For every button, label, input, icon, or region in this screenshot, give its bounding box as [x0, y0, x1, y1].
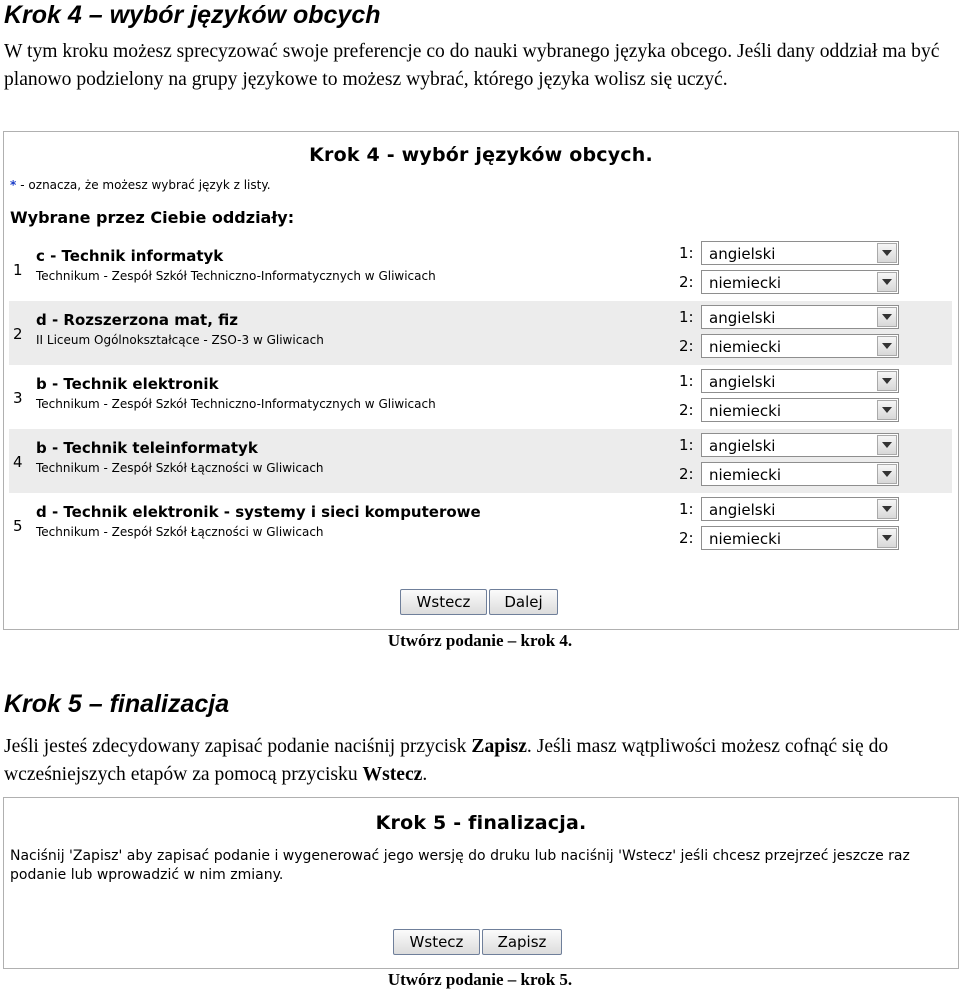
row-number: 1	[13, 261, 23, 279]
first-language-label: 1:	[679, 308, 694, 326]
step4-paragraph: W tym kroku możesz sprecyzować swoje preferencje co do nauki wybranego języka obcego. Jeśli dany oddział ma być planowo podzielony na grupy językowe to możesz wybrać, którego języka wolisz się uczyć.	[4, 41, 940, 90]
class-row	[9, 365, 952, 429]
select-value: angielski	[709, 309, 776, 327]
next-button[interactable]: Dalej	[489, 589, 558, 615]
chevron-down-icon[interactable]	[877, 243, 897, 263]
class-rows	[9, 237, 952, 557]
back-button[interactable]: Wstecz	[393, 929, 480, 955]
first-language-select[interactable]	[701, 305, 899, 329]
school-name: II Liceum Ogólnokształcące - ZSO-3 w Gliwicach	[36, 333, 324, 347]
chevron-down-icon[interactable]	[877, 336, 897, 356]
first-language-label: 1:	[679, 436, 694, 454]
select-value: angielski	[709, 373, 776, 391]
row-number: 4	[13, 453, 23, 471]
select-value: angielski	[709, 501, 776, 519]
second-language-label: 2:	[679, 529, 694, 547]
select-value: niemiecki	[709, 338, 782, 356]
step5-text-part: . Jeśli masz wątpliwości możesz cofnąć się do wcześniejszych etapów za pomocą przycisku	[4, 736, 889, 785]
back-button[interactable]: Wstecz	[400, 589, 487, 615]
first-language-select[interactable]	[701, 433, 899, 457]
class-name: d - Rozszerzona mat, fiz	[36, 311, 238, 329]
chevron-down-icon[interactable]	[877, 400, 897, 420]
second-language-label: 2:	[679, 465, 694, 483]
language-note	[10, 178, 271, 192]
note-text: - oznacza, że możesz wybrać język z listy.	[20, 178, 271, 192]
second-language-select[interactable]	[701, 462, 899, 486]
row-number: 5	[13, 517, 23, 535]
class-row	[9, 429, 952, 493]
step4-caption: Utwórz podanie – krok 4.	[387, 631, 573, 650]
first-language-label: 1:	[679, 372, 694, 390]
first-language-label: 1:	[679, 500, 694, 518]
select-value: niemiecki	[709, 530, 782, 548]
chevron-down-icon[interactable]	[877, 499, 897, 519]
step5-text-part: .	[422, 764, 428, 785]
selected-classes-label: Wybrane przez Ciebie oddziały:	[10, 208, 295, 227]
note-marker: *	[10, 178, 17, 192]
step5-shot-title: Krok 5 - finalizacja.	[375, 812, 587, 834]
finalize-message: Naciśnij 'Zapisz' aby zapisać podanie i wygenerować jego wersję do druku lub naciśnij 'Wstecz' jeśli chcesz przejrzeć jeszcze raz podanie lub wprowadzić w nim zmiany.	[10, 848, 910, 883]
class-row	[9, 237, 952, 301]
first-language-select[interactable]	[701, 369, 899, 393]
first-language-select[interactable]	[701, 241, 899, 265]
first-language-select[interactable]	[701, 497, 899, 521]
chevron-down-icon[interactable]	[877, 464, 897, 484]
step5-caption: Utwórz podanie – krok 5.	[387, 970, 573, 989]
chevron-down-icon[interactable]	[877, 272, 897, 292]
save-button[interactable]: Zapisz	[482, 929, 562, 955]
step4-shot-title: Krok 4 - wybór języków obcych.	[309, 144, 653, 166]
row-number: 2	[13, 325, 23, 343]
second-language-select[interactable]	[701, 270, 899, 294]
chevron-down-icon[interactable]	[877, 528, 897, 548]
step4-screenshot	[3, 131, 959, 630]
select-value: angielski	[709, 437, 776, 455]
school-name: Technikum - Zespół Szkół Łączności w Gliwicach	[36, 525, 324, 539]
first-language-label: 1:	[679, 244, 694, 262]
step4-heading: Krok 4 – wybór języków obcych	[4, 1, 381, 29]
class-name: c - Technik informatyk	[36, 247, 224, 265]
chevron-down-icon[interactable]	[877, 307, 897, 327]
class-name: d - Technik elektronik - systemy i sieci komputerowe	[36, 503, 481, 521]
school-name: Technikum - Zespół Szkół Techniczno-Informatycznych w Gliwicach	[36, 269, 436, 283]
step5-paragraph	[4, 733, 956, 789]
row-number: 3	[13, 389, 23, 407]
class-name: b - Technik elektronik	[36, 375, 219, 393]
select-value: angielski	[709, 245, 776, 263]
step5-screenshot	[3, 797, 959, 969]
step5-text-part: Jeśli jesteś zdecydowany zapisać podanie naciśnij przycisk	[4, 736, 472, 757]
second-language-label: 2:	[679, 337, 694, 355]
second-language-select[interactable]	[701, 398, 899, 422]
second-language-label: 2:	[679, 273, 694, 291]
second-language-label: 2:	[679, 401, 694, 419]
class-name: b - Technik teleinformatyk	[36, 439, 258, 457]
chevron-down-icon[interactable]	[877, 435, 897, 455]
second-language-select[interactable]	[701, 334, 899, 358]
select-value: niemiecki	[709, 274, 782, 292]
chevron-down-icon[interactable]	[877, 371, 897, 391]
second-language-select[interactable]	[701, 526, 899, 550]
select-value: niemiecki	[709, 466, 782, 484]
class-row	[9, 301, 952, 365]
step5-heading: Krok 5 – finalizacja	[4, 690, 230, 718]
class-row	[9, 493, 952, 557]
school-name: Technikum - Zespół Szkół Techniczno-Informatycznych w Gliwicach	[36, 397, 436, 411]
select-value: niemiecki	[709, 402, 782, 420]
school-name: Technikum - Zespół Szkół Łączności w Gliwicach	[36, 461, 324, 475]
save-word: Zapisz	[471, 736, 527, 757]
back-word: Wstecz	[362, 764, 423, 785]
